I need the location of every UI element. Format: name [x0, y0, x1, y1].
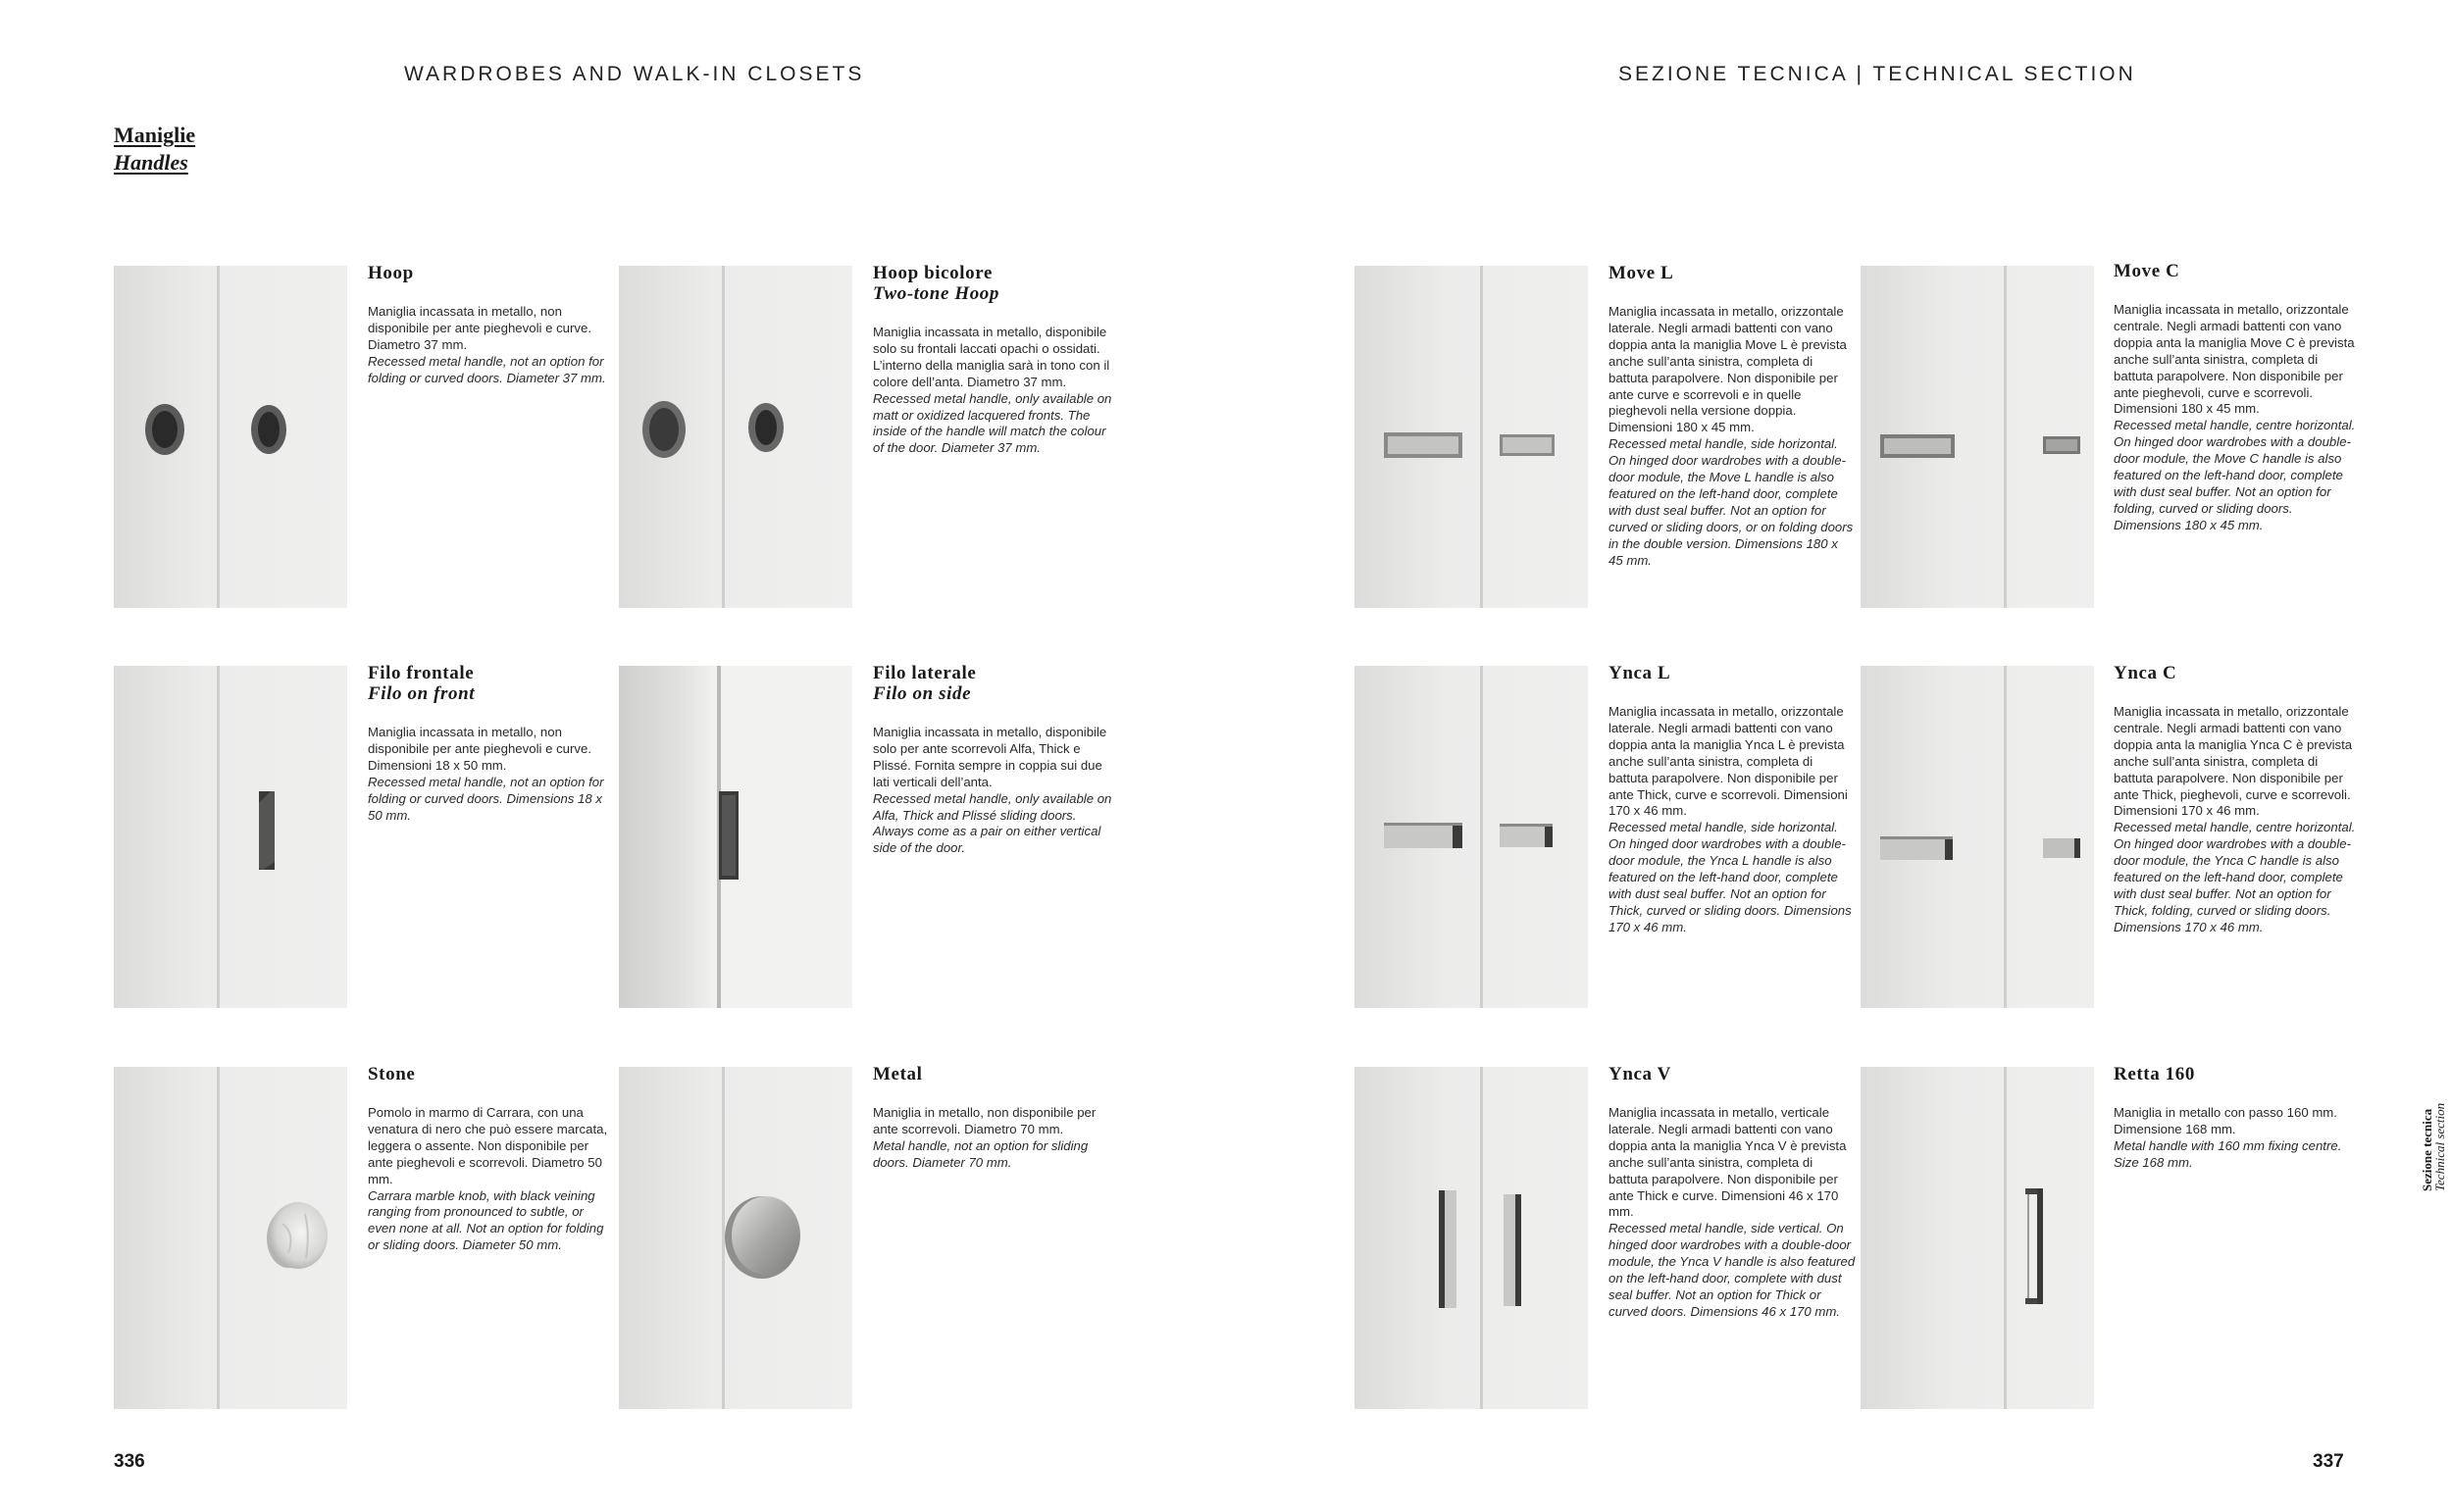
entry-desc-it: Maniglia incassata in metallo, orizzontale centrale. Negli armadi battenti con vano doppia anta la maniglia Move C è prevista anche sull’anta sinistra, completa di battuta parapolvere. Non disponibile per ante pieghevoli, curve e scorrevoli. Dimensioni 180 x 45 mm.: [2114, 302, 2355, 417]
entry-desc-en: Recessed metal handle, only available on Alfa, Thick and Plissé sliding doors. Always come as a pair on either vertical side of the door.: [873, 790, 1112, 856]
entry-desc-it: Maniglia incassata in metallo, disponibile solo su frontali laccati opachi o ossidati. L’interno della maniglia sarà in tono con il colore dell’anta. Diametro 37 mm.: [873, 325, 1110, 389]
entry-desc-it: Maniglia incassata in metallo, orizzontale laterale. Negli armadi battenti con vano doppia anta la maniglia Ynca L è prevista anche sull’anta sinistra, completa di battuta parapolvere. Non disponibile per ante Thick, curve e scorrevoli. Dimensioni 170 x 46 mm.: [1608, 704, 1848, 819]
filo-laterale-handle-icon: [619, 666, 852, 1008]
entry-desc-en: Recessed metal handle, not an option for folding or curved doors. Dimensions 18 x 50 mm.: [368, 774, 604, 823]
entry-desc-en: Metal handle, not an option for sliding doors. Diameter 70 mm.: [873, 1137, 1089, 1170]
retta-160-handle-icon: [1861, 1067, 2094, 1409]
entry-name: Ynca C: [2114, 663, 2177, 683]
move-c-handle-icon: [1861, 266, 2094, 608]
ynca-l-handle-icon: [1354, 666, 1588, 1008]
page-number-left: 336: [114, 1451, 145, 1472]
entry-name: Hoop: [368, 263, 414, 283]
entry-desc-en: Recessed metal handle, side horizontal. On hinged door wardrobes with a double-door module, the Move L handle is also featured on the left-hand door, complete with dust seal buffer. Not an option for curved or sliding doors, or on folding doors in the double version. Dimensions 180 x 45 mm.: [1608, 436, 1854, 568]
entry-name: Ynca L: [1608, 663, 1671, 683]
filo-frontale-handle-icon: [114, 666, 347, 1008]
entry-hoop: [368, 263, 615, 387]
product-photo-hoop-bicolore: [619, 266, 852, 608]
side-tab: [2420, 1079, 2447, 1191]
ynca-c-handle-icon: [1861, 666, 2094, 1008]
entry-name-en: Two-tone Hoop: [873, 283, 1000, 304]
section-title: [114, 122, 195, 176]
product-photo-hoop: [114, 266, 347, 608]
product-photo-filo-laterale: [619, 666, 852, 1008]
entry-desc-it: Maniglia incassata in metallo, orizzontale laterale. Negli armadi battenti con vano doppia anta la maniglia Move L è prevista anche sull’anta sinistra, completa di battuta parapolvere. Non disponibile per ante curve e scorrevoli e in quelle pieghevoli nella versione doppia. Dimensioni 180 x 45 mm.: [1608, 304, 1847, 435]
entry-desc-it: Maniglia incassata in metallo, non disponibile per ante pieghevoli e curve. Diametro 37 mm.: [368, 304, 591, 352]
entry-move-c: [2114, 261, 2361, 534]
entry-desc-en: Recessed metal handle, side horizontal. On hinged door wardrobes with a double-door module, the Ynca L handle is also featured on the left-hand door, complete with dust seal buffer. Not an option for Thick, curved or sliding doors. Dimensions 170 x 46 mm.: [1608, 820, 1852, 934]
entry-ynca-c: [2114, 663, 2361, 936]
entry-hoop-bicolore: [873, 263, 1120, 457]
entry-metal: [873, 1064, 1120, 1172]
product-photo-ynca-l: [1354, 666, 1588, 1008]
entry-name: Filo laterale: [873, 663, 977, 683]
entry-stone: [368, 1064, 615, 1254]
entry-desc-en: Recessed metal handle, only available on matt or oxidized lacquered fronts. The inside of the handle will match the colour of the door. Diameter 37 mm.: [873, 390, 1112, 456]
hoop-bicolore-handle-icon: [619, 266, 852, 608]
entry-name: Filo frontale: [368, 663, 475, 683]
entry-name-en: Filo on side: [873, 683, 972, 704]
entry-name: Stone: [368, 1064, 416, 1084]
product-photo-move-c: [1861, 266, 2094, 608]
product-photo-ynca-v: [1354, 1067, 1588, 1409]
entry-desc-en: Recessed metal handle, centre horizontal. On hinged door wardrobes with a double-door module, the Move C handle is also featured on the left-hand door, complete with dust seal buffer. Not an option for folding, curved or sliding doors. Dimensions 180 x 45 mm.: [2114, 418, 2356, 532]
running-head-left: WARDROBES AND WALK-IN CLOSETS: [404, 63, 865, 85]
move-l-handle-icon: [1354, 266, 1588, 608]
stone-knob-icon: [114, 1067, 347, 1409]
entry-desc-en: Recessed metal handle, side vertical. On hinged door wardrobes with a double-door module, the Ynca V handle is also featured on the left-hand door, complete with dust seal buffer. Not an option for Thick or curved doors. Dimensions 46 x 170 mm.: [1608, 1221, 1856, 1319]
side-tab-it: Sezione tecnica: [2420, 1108, 2434, 1191]
section-title-it: Maniglie: [114, 123, 196, 147]
entry-desc-en: Recessed metal handle, centre horizontal. On hinged door wardrobes with a double-door module, the Ynca C handle is also featured on the left-hand door, complete with dust seal buffer. Not an option for Thick, folding, curved or sliding doors. Dimensions 170 x 46 mm.: [2114, 820, 2356, 934]
product-photo-metal: [619, 1067, 852, 1409]
entry-name-en: Filo on front: [368, 683, 476, 704]
entry-name: Metal: [873, 1064, 923, 1084]
ynca-v-handle-icon: [1354, 1067, 1588, 1409]
product-photo-filo-frontale: [114, 666, 347, 1008]
entry-name: Hoop bicolore: [873, 263, 993, 283]
metal-knob-icon: [619, 1067, 852, 1409]
entry-name: Ynca V: [1608, 1064, 1671, 1084]
hoop-handle-icon: [114, 266, 347, 608]
entry-name: Move C: [2114, 261, 2180, 281]
entry-retta-160: [2114, 1064, 2361, 1172]
entry-ynca-l: [1608, 663, 1856, 936]
entry-move-l: [1608, 263, 1856, 570]
entry-name: Retta 160: [2114, 1064, 2195, 1084]
entry-desc-it: Maniglia in metallo, non disponibile per ante scorrevoli. Diametro 70 mm.: [873, 1105, 1097, 1136]
page-number-right: 337: [2313, 1451, 2344, 1472]
entry-ynca-v: [1608, 1064, 1856, 1321]
product-photo-stone: [114, 1067, 347, 1409]
entry-filo-laterale: [873, 663, 1120, 857]
section-title-en: Handles: [114, 150, 188, 175]
entry-desc-it: Pomolo in marmo di Carrara, con una venatura di nero che può essere marcata, leggera o assente. Non disponibile per ante pieghevoli e scorrevoli. Diametro 50 mm.: [368, 1105, 608, 1186]
entry-desc-en: Metal handle with 160 mm fixing centre. Size 168 mm.: [2114, 1137, 2342, 1170]
entry-desc-it: Maniglia incassata in metallo, disponibile solo per ante scorrevoli Alfa, Thick e Plissé. Fornita sempre in coppia sui due lati verticali dell’anta.: [873, 725, 1107, 789]
entry-desc-en: Carrara marble knob, with black veining ranging from pronounced to subtle, or even none at all. Not an option for folding or sliding doors. Diameter 50 mm.: [368, 1187, 604, 1253]
product-photo-ynca-c: [1861, 666, 2094, 1008]
side-tab-en: Technical section: [2432, 1102, 2447, 1191]
entry-desc-it: Maniglia incassata in metallo, non disponibile per ante pieghevoli e curve. Dimensioni 18 x 50 mm.: [368, 725, 591, 773]
product-photo-move-l: [1354, 266, 1588, 608]
entry-desc-it: Maniglia incassata in metallo, verticale laterale. Negli armadi battenti con vano doppia anta la maniglia Ynca V è prevista anche sull’anta sinistra, completa di battuta parapolvere. Non disponibile per ante Thick e curve. Dimensioni 46 x 170 mm.: [1608, 1105, 1847, 1220]
entry-name: Move L: [1608, 263, 1674, 283]
entry-desc-en: Recessed metal handle, not an option for folding or curved doors. Diameter 37 mm.: [368, 353, 606, 385]
product-photo-retta-160: [1861, 1067, 2094, 1409]
running-head-right: SEZIONE TECNICA | TECHNICAL SECTION: [1618, 63, 2136, 85]
entry-desc-it: Maniglia incassata in metallo, orizzontale centrale. Negli armadi battenti con vano doppia anta la maniglia Ynca C è prevista anche sull’anta sinistra, completa di battuta parapolvere. Non disponibile per ante Thick, pieghevoli, curve e scorrevoli. Dimensioni 170 x 46 mm.: [2114, 704, 2353, 819]
entry-filo-frontale: [368, 663, 615, 824]
entry-desc-it: Maniglia in metallo con passo 160 mm. Dimensione 168 mm.: [2114, 1105, 2337, 1136]
